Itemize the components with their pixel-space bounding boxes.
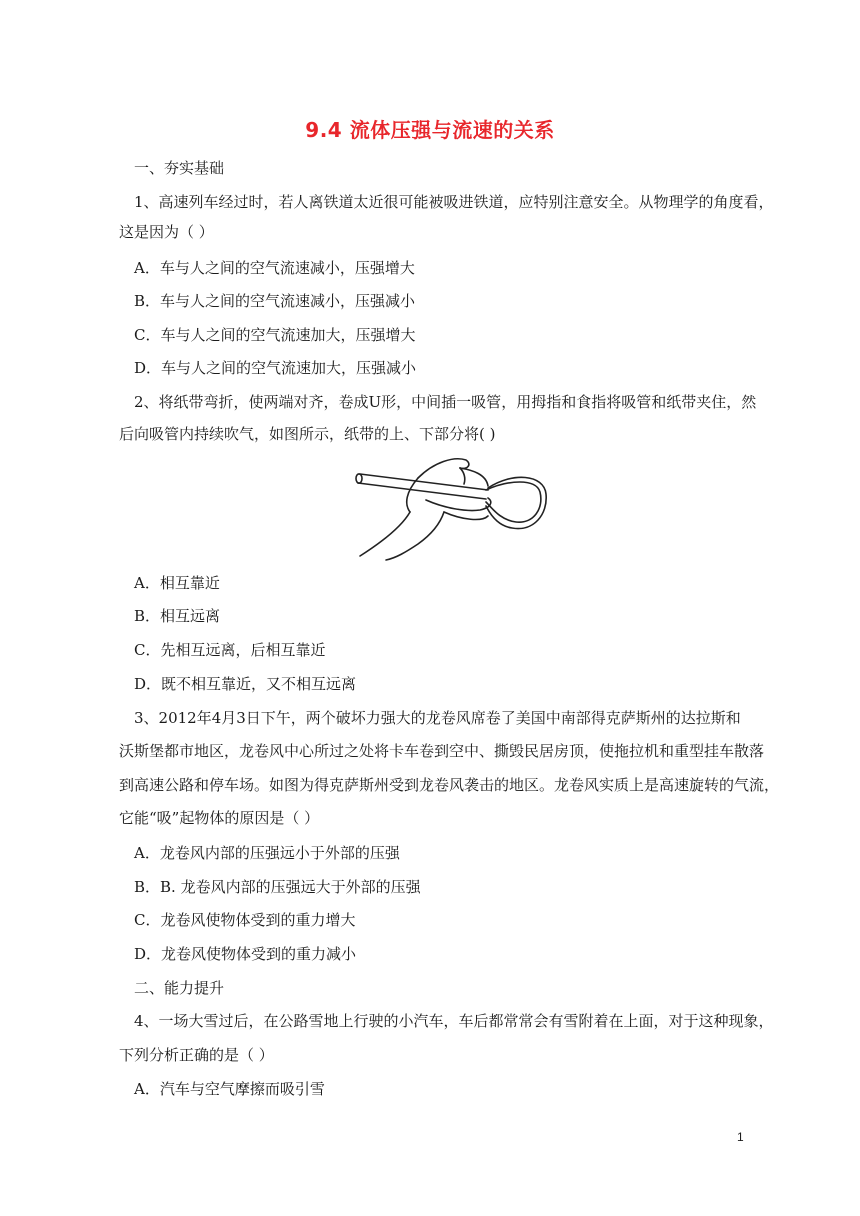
question-3-option-a: A．龙卷风内部的压强远小于外部的压强 (134, 844, 400, 862)
question-3-line-3: 到高速公路和停车场。如图为得克萨斯州受到龙卷风袭击的地区。龙卷风实质上是高速旋转的气流， (119, 776, 780, 794)
question-2-option-a: A．相互靠近 (134, 574, 220, 592)
question-4-line-2: 下列分析正确的是（ ） (119, 1046, 274, 1064)
question-1-line-1: 1、高速列车经过时，若人离铁道太近很可能被吸进铁道，应特别注意安全。从物理学的角度看， (134, 193, 774, 211)
question-1-option-b: B．车与人之间的空气流速减小，压强减小 (134, 292, 416, 310)
question-1-option-c: C．车与人之间的空气流速加大，压强增大 (134, 326, 416, 344)
question-2-line-2: 后向吸管内持续吹气，如图所示，纸带的上、下部分将( ) (119, 425, 496, 443)
question-4-line-1: 4、一场大雪过后，在公路雪地上行驶的小汽车，车后都常常会有雪附着在上面，对于这种现象， (134, 1012, 774, 1030)
question-1-line-2: 这是因为（ ） (119, 223, 214, 241)
question-2-option-c: C．先相互远离，后相互靠近 (134, 641, 326, 659)
question-3-option-b: B．B. 龙卷风内部的压强远大于外部的压强 (134, 878, 421, 896)
page-title: 9.4 流体压强与流速的关系 (305, 118, 555, 142)
question-3-option-d: D．龙卷风使物体受到的重力减小 (134, 945, 357, 963)
question-1-option-a: A．车与人之间的空气流速减小，压强增大 (134, 259, 415, 277)
question-2-line-1: 2、将纸带弯折，使两端对齐，卷成U形，中间插一吸管，用拇指和食指将吸管和纸带夹住，然 (134, 393, 757, 411)
question-2-option-d: D．既不相互靠近，又不相互远离 (134, 675, 357, 693)
question-3-line-2: 沃斯堡都市地区，龙卷风中心所过之处将卡车卷到空中、撕毁民居房顶，使拖拉机和重型挂车散落 (119, 742, 765, 760)
question-4-option-a: A．汽车与空气摩擦而吸引雪 (134, 1080, 325, 1098)
question-3-option-c: C．龙卷风使物体受到的重力增大 (134, 911, 356, 929)
question-2-option-b: B．相互远离 (134, 607, 221, 625)
section-heading-basics: 一、夯实基础 (134, 159, 225, 177)
question-3-line-4: 它能“吸”起物体的原因是（ ） (119, 809, 320, 827)
page-number: 1 (737, 1130, 744, 1144)
section-heading-advanced: 二、能力提升 (134, 979, 225, 997)
question-1-option-d: D．车与人之间的空气流速加大，压强减小 (134, 359, 417, 377)
question-3-line-1: 3、2012年4月3日下午，两个破坏力强大的龙卷风席卷了美国中南部得克萨斯州的达拉斯和 (134, 709, 741, 727)
straw-paper-strip-figure (348, 452, 548, 562)
